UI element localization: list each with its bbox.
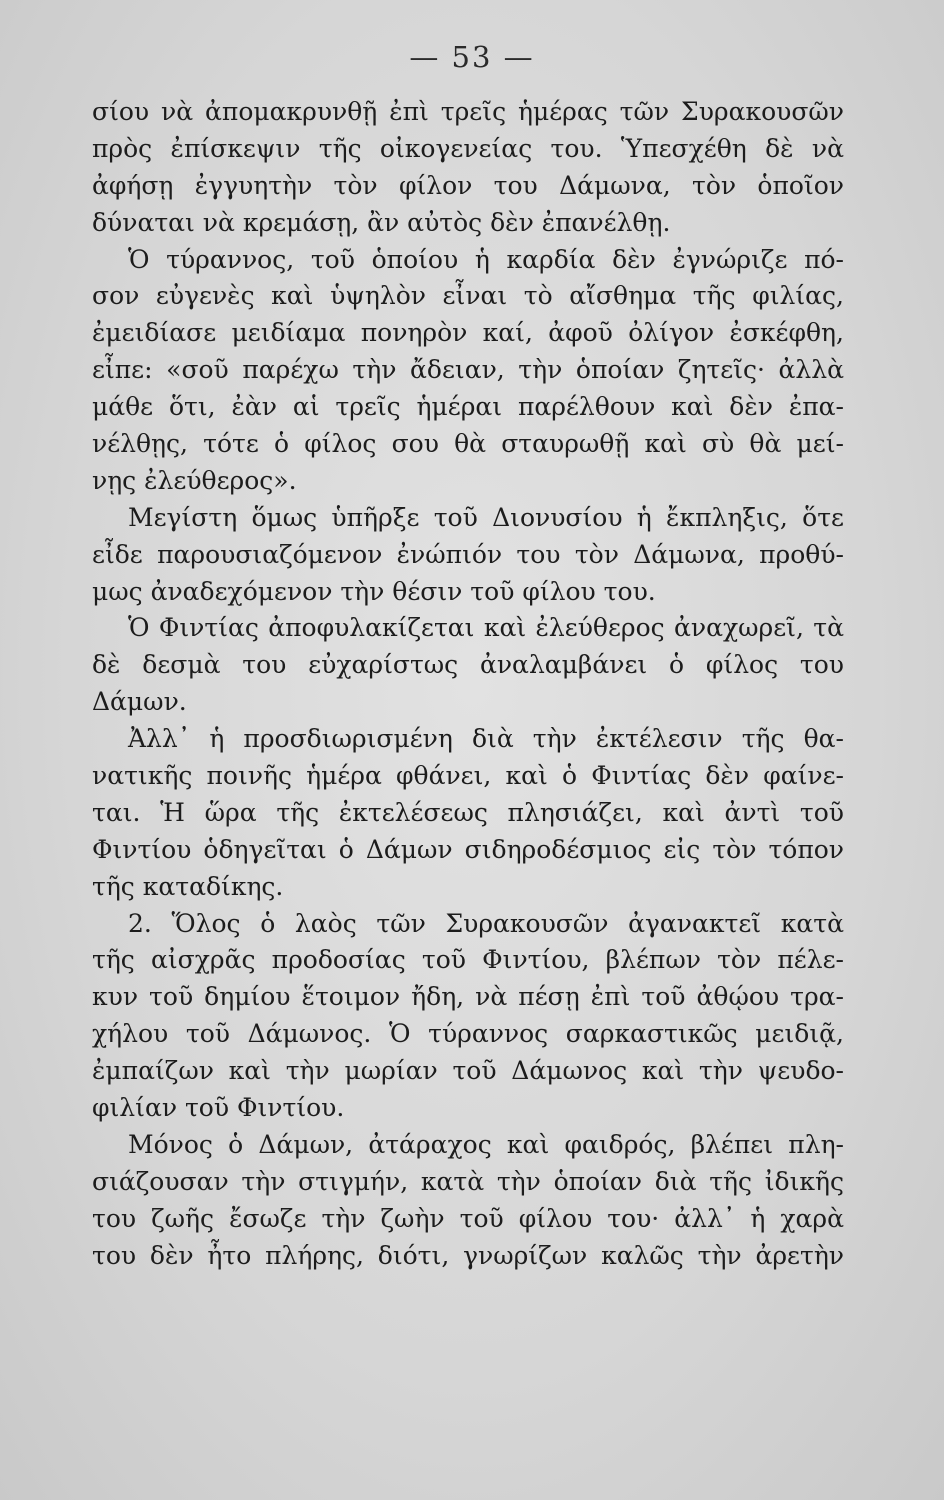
text-line: Ἀλλ᾽ ἡ προσδιωρισμένη διὰ τὴν ἐκτέλεσιν τῆς θα- — [128, 724, 844, 754]
text-line: ἐμπαίζων καὶ τὴν μωρίαν τοῦ Δάμωνος καὶ τὴν ψευδο- — [92, 1056, 844, 1086]
text-line: Δάμων. — [92, 687, 187, 717]
text-line: χήλου τοῦ Δάμωνος. Ὁ τύραννος σαρκαστικῶς μειδιᾷ, — [92, 1019, 844, 1049]
text-line: του δὲν ἦτο πλήρης, διότι, γνωρίζων καλῶς τὴν ἀρετὴν — [92, 1240, 844, 1270]
body-text — [92, 94, 844, 1275]
text-line: Ὁ τύραννος, τοῦ ὁποίου ἡ καρδία δὲν ἐγνώριζε πό- — [128, 244, 844, 274]
text-line: εἶπε: «σοῦ παρέχω τὴν ἄδειαν, τὴν ὁποίαν ζητεῖς· ἀλλὰ — [92, 355, 844, 385]
text-line: μως ἀναδεχόμενον τὴν θέσιν τοῦ φίλου του. — [92, 576, 656, 606]
text-line: Μεγίστη ὅμως ὑπῆρξε τοῦ Διονυσίου ἡ ἔκπληξις, ὅτε — [128, 502, 844, 532]
text-line: Μόνος ὁ Δάμων, ἀτάραχος καὶ φαιδρός, βλέπει πλη- — [128, 1129, 844, 1159]
text-line: δύναται νὰ κρεμάσῃ, ἂν αὐτὸς δὲν ἐπανέλθῃ. — [92, 207, 671, 237]
text-line: 2. Ὅλος ὁ λαὸς τῶν Συρακουσῶν ἀγανακτεῖ κατὰ — [128, 908, 844, 938]
text-line: πρὸς ἐπίσκεψιν τῆς οἰκογενείας του. Ὑπεσχέθη δὲ νὰ — [92, 133, 844, 163]
text-line: νῃς ἐλεύθερος». — [92, 465, 297, 495]
text-line: σον εὐγενὲς καὶ ὑψηλὸν εἶναι τὸ αἴσθημα τῆς φιλίας, — [92, 281, 844, 311]
text-line: φιλίαν τοῦ Φιντίου. — [92, 1093, 345, 1123]
text-line: σίου νὰ ἀπομακρυνθῇ ἐπὶ τρεῖς ἡμέρας τῶν Συρακουσῶν — [92, 97, 844, 126]
text-line: εἶδε παρουσιαζόμενον ἐνώπιόν του τὸν Δάμωνα, προθύ- — [92, 539, 844, 569]
text-line: τῆς αἰσχρᾶς προδοσίας τοῦ Φιντίου, βλέπων τὸν πέλε- — [92, 945, 844, 975]
text-line: δὲ δεσμὰ του εὐχαρίστως ἀναλαμβάνει ὁ φίλος του — [92, 650, 844, 680]
text-line: Ὁ Φιντίας ἀποφυλακίζεται καὶ ἐλεύθερος ἀναχωρεῖ, τὰ — [128, 613, 844, 643]
text-line: νέλθῃς, τότε ὁ φίλος σου θὰ σταυρωθῇ καὶ σὺ θὰ μεί- — [92, 429, 844, 459]
page-number: — 53 — — [409, 40, 535, 74]
text-line: ἀφήσῃ ἐγγυητὴν τὸν φίλον του Δάμωνα, τὸν ὁποῖον — [92, 170, 844, 200]
text-line: κυν τοῦ δημίου ἕτοιμον ἤδη, νὰ πέσῃ ἐπὶ τοῦ ἀθῴου τρα- — [92, 982, 844, 1012]
text-line: νατικῆς ποινῆς ἡμέρα φθάνει, καὶ ὁ Φιντίας δὲν φαίνε- — [92, 761, 844, 791]
text-line: μάθε ὅτι, ἐὰν αἱ τρεῖς ἡμέραι παρέλθουν καὶ δὲν ἐπα- — [92, 392, 844, 422]
text-line: του ζωῆς ἔσωζε τὴν ζωὴν τοῦ φίλου του· ἀλλ᾽ ἡ χαρὰ — [92, 1203, 844, 1233]
text-line: τῆς καταδίκης. — [92, 871, 284, 901]
text-line: ἐμειδίασε μειδίαμα πονηρὸν καί, ἀφοῦ ὀλίγον ἐσκέφθη, — [92, 318, 844, 348]
text-line: σιάζουσαν τὴν στιγμήν, κατὰ τὴν ὁποίαν διὰ τῆς ἰδικῆς — [92, 1166, 844, 1196]
text-line: ται. Ἡ ὥρα τῆς ἐκτελέσεως πλησιάζει, καὶ ἀντὶ τοῦ — [92, 797, 844, 827]
text-line: Φιντίου ὁδηγεῖται ὁ Δάμων σιδηροδέσμιος εἰς τὸν τόπον — [92, 834, 844, 864]
